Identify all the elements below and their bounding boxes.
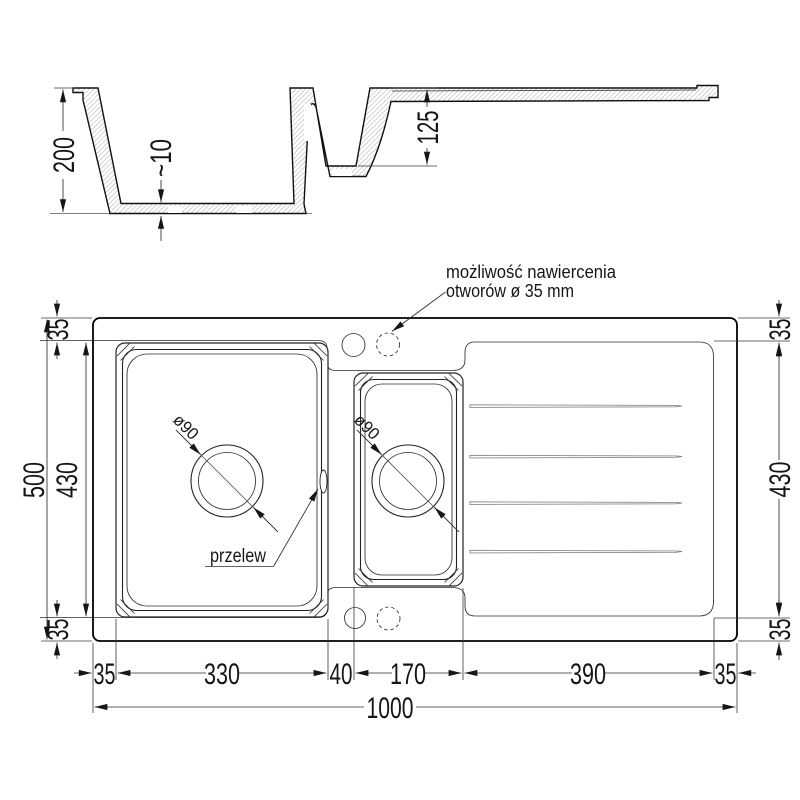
dim-total-height: 500 (18, 447, 51, 498)
drainboard-grooves (470, 405, 682, 553)
drain-notch-2 (236, 206, 252, 213)
main-drain-label: ø90 (169, 410, 204, 445)
optional-tap-hole-bottom-dashed (377, 607, 400, 630)
dim-chain-0: 35 (93, 658, 116, 691)
dim-total-width: 1000 (366, 692, 414, 725)
drilling-note-line2: otworów ø 35 mm (446, 281, 574, 301)
small-drain-label: ø90 (350, 410, 385, 445)
dim-right-430: 430 (764, 447, 797, 498)
dim-depth-small: 125 (412, 94, 445, 145)
drilling-note-line1: możliwość nawiercenia (446, 262, 617, 282)
dim-chain-3: 170 (390, 658, 426, 691)
overflow-label: przelew (210, 546, 267, 567)
drilling-note (392, 262, 617, 331)
small-bowl (350, 373, 463, 586)
section-overflow-slot (304, 104, 311, 141)
dim-chain-1: 330 (204, 658, 240, 691)
optional-tap-hole-dashed (377, 333, 400, 356)
drain-notch-3 (332, 169, 352, 176)
overflow-slot (320, 470, 327, 493)
dim-left-35-bottom: 35 (42, 607, 75, 641)
plan-view (40, 262, 737, 641)
dim-chain-4: 390 (570, 658, 606, 691)
dim-left-430: 430 (51, 447, 84, 498)
dim-depth-main: 200 (48, 122, 81, 173)
section-view (48, 86, 718, 242)
dim-left-35-top: 35 (42, 307, 75, 341)
drain-notch-1 (168, 206, 182, 213)
dim-right-35-bottom: 35 (764, 607, 797, 641)
dim-chain-2: 40 (329, 658, 353, 691)
dim-right-35-top: 35 (764, 307, 797, 341)
main-bowl (116, 343, 328, 617)
dim-floor-thickness: ~10 (145, 126, 178, 177)
tap-hole-bottom (345, 608, 366, 629)
dim-chain-5: 35 (714, 658, 737, 691)
tap-hole (342, 334, 365, 357)
